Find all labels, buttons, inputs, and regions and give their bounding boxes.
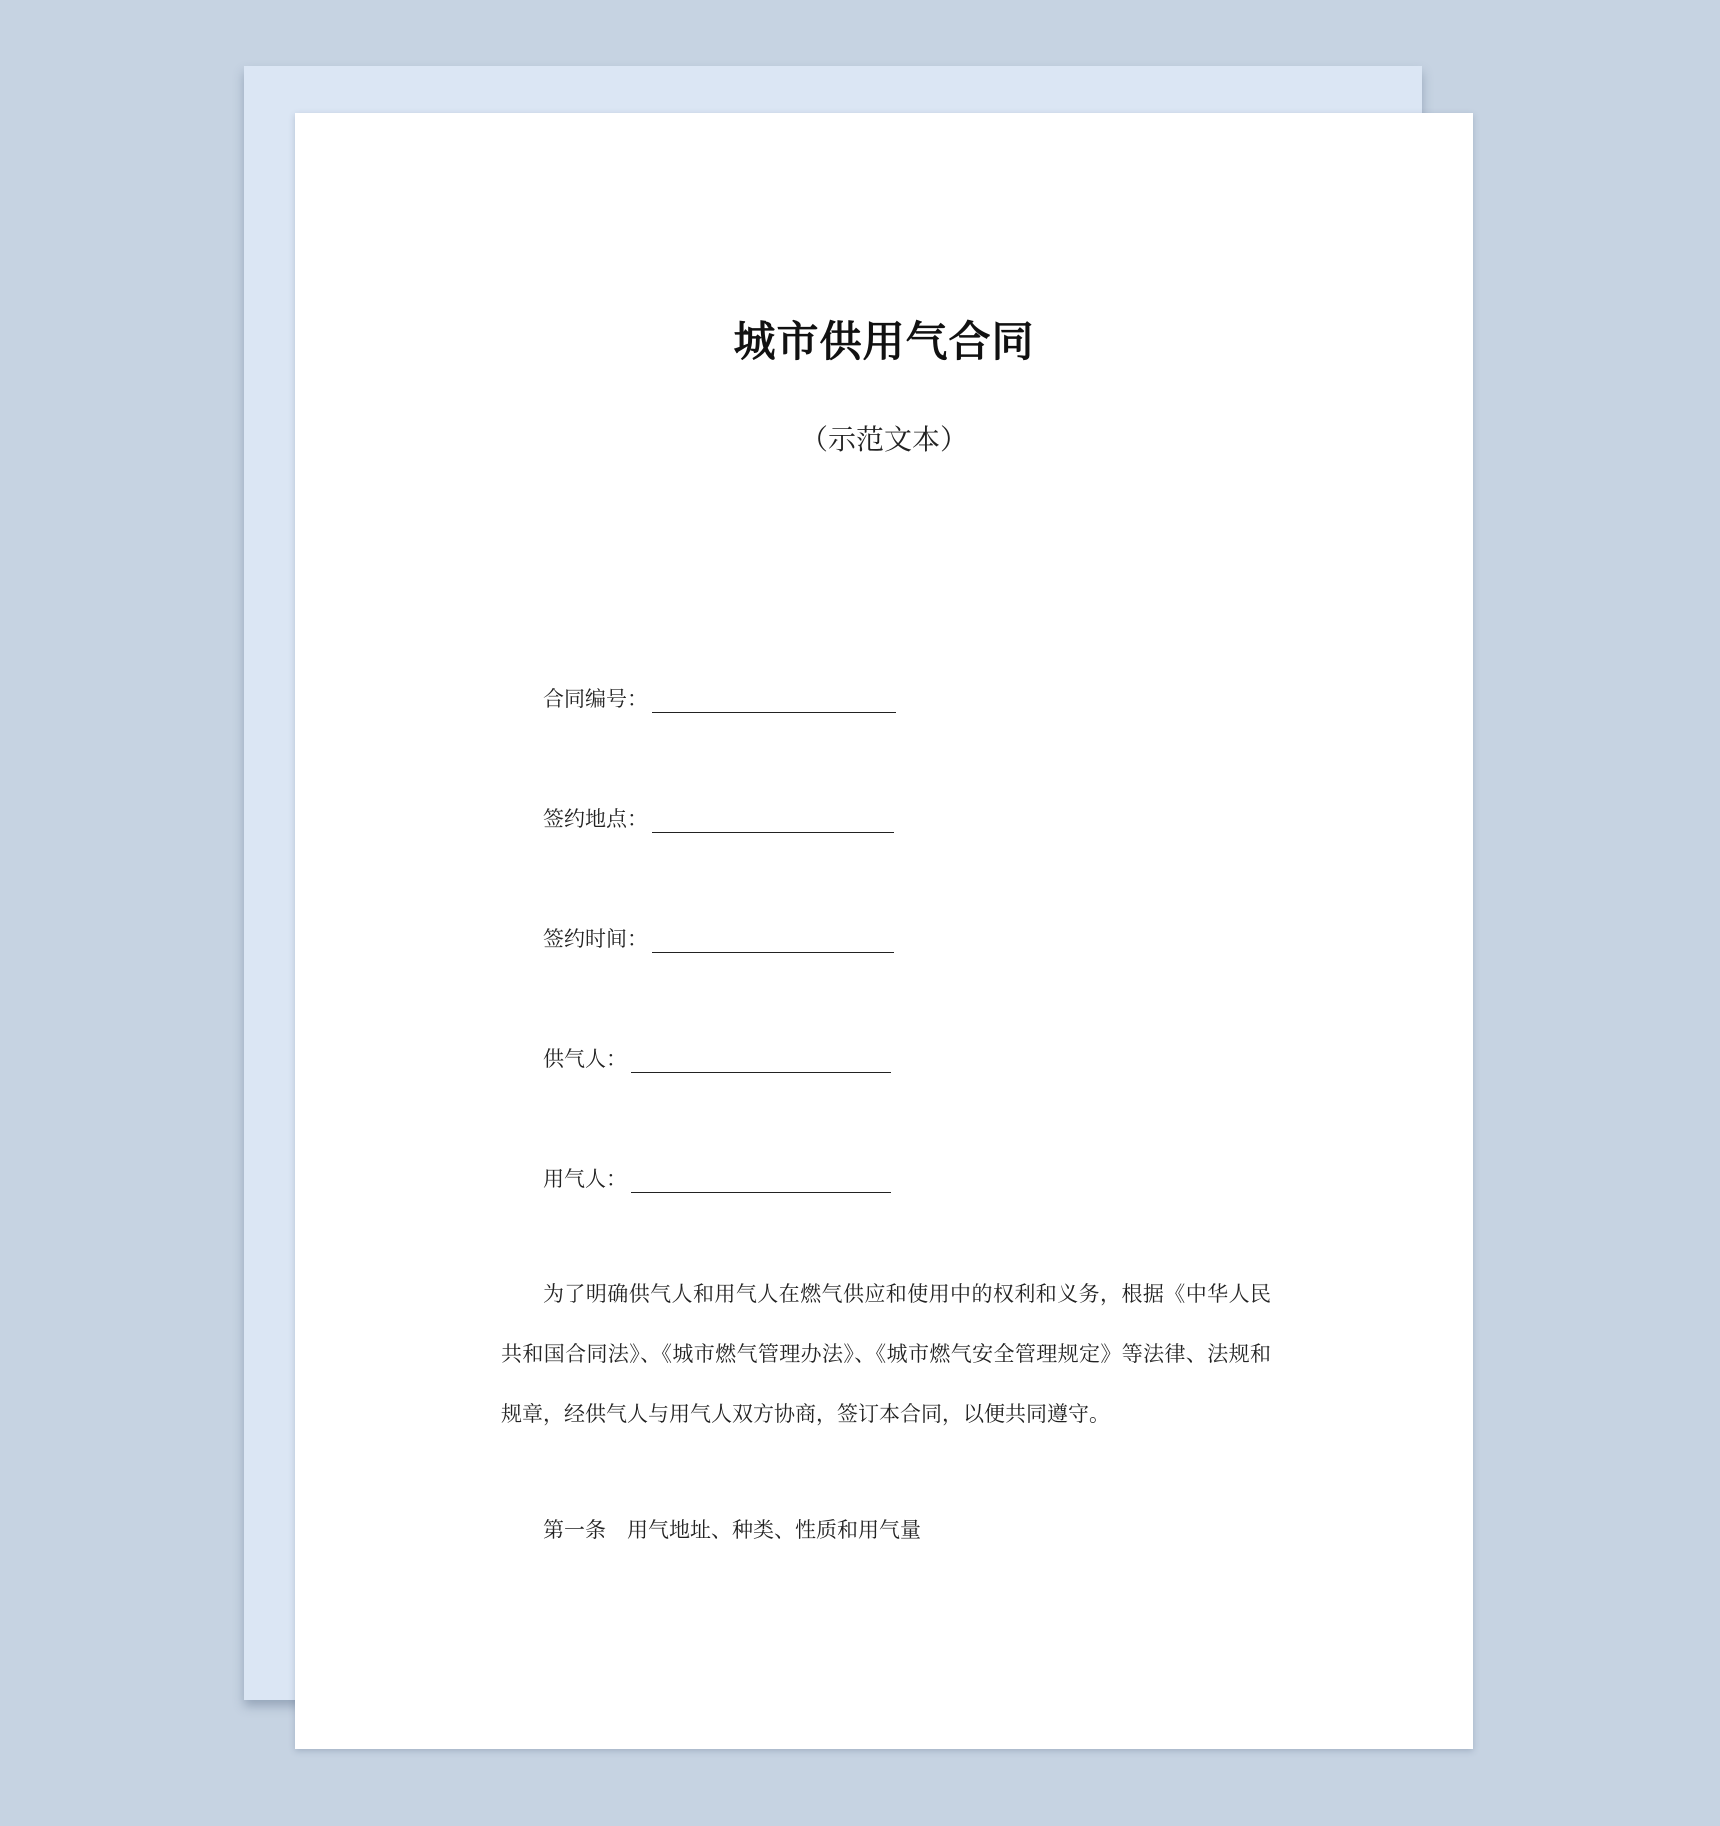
blank-line bbox=[652, 686, 896, 713]
article-heading: 第一条 用气地址、种类、性质和用气量 bbox=[543, 1518, 921, 1542]
blank-line bbox=[652, 926, 894, 953]
document-page bbox=[295, 113, 1473, 1749]
intro-paragraph: 为了明确供气人和用气人在燃气供应和使用中的权利和义务，根据《中华人民共和国合同法》、《城市燃气管理办法》、《城市燃气安全管理规定》等法律、法规和规章，经供气人与用气人双方协商，签订本合同，以便共同遵守。 bbox=[501, 1282, 1271, 1426]
field-signing-time bbox=[543, 917, 894, 953]
blank-line bbox=[631, 1046, 891, 1073]
document-subtitle: （示范文本） bbox=[799, 423, 968, 456]
field-label: 用气人： bbox=[543, 1167, 627, 1191]
field-label: 签约地点： bbox=[543, 807, 648, 831]
field-contract-number bbox=[543, 677, 896, 713]
blank-line bbox=[631, 1166, 891, 1193]
field-gas-user bbox=[543, 1157, 891, 1193]
field-label: 合同编号： bbox=[543, 687, 648, 711]
field-label: 供气人： bbox=[543, 1047, 627, 1071]
field-label: 签约时间： bbox=[543, 927, 648, 951]
document-title: 城市供用气合同 bbox=[733, 317, 1035, 366]
blank-line bbox=[652, 806, 894, 833]
field-gas-supplier bbox=[543, 1037, 891, 1073]
field-signing-place bbox=[543, 797, 894, 833]
